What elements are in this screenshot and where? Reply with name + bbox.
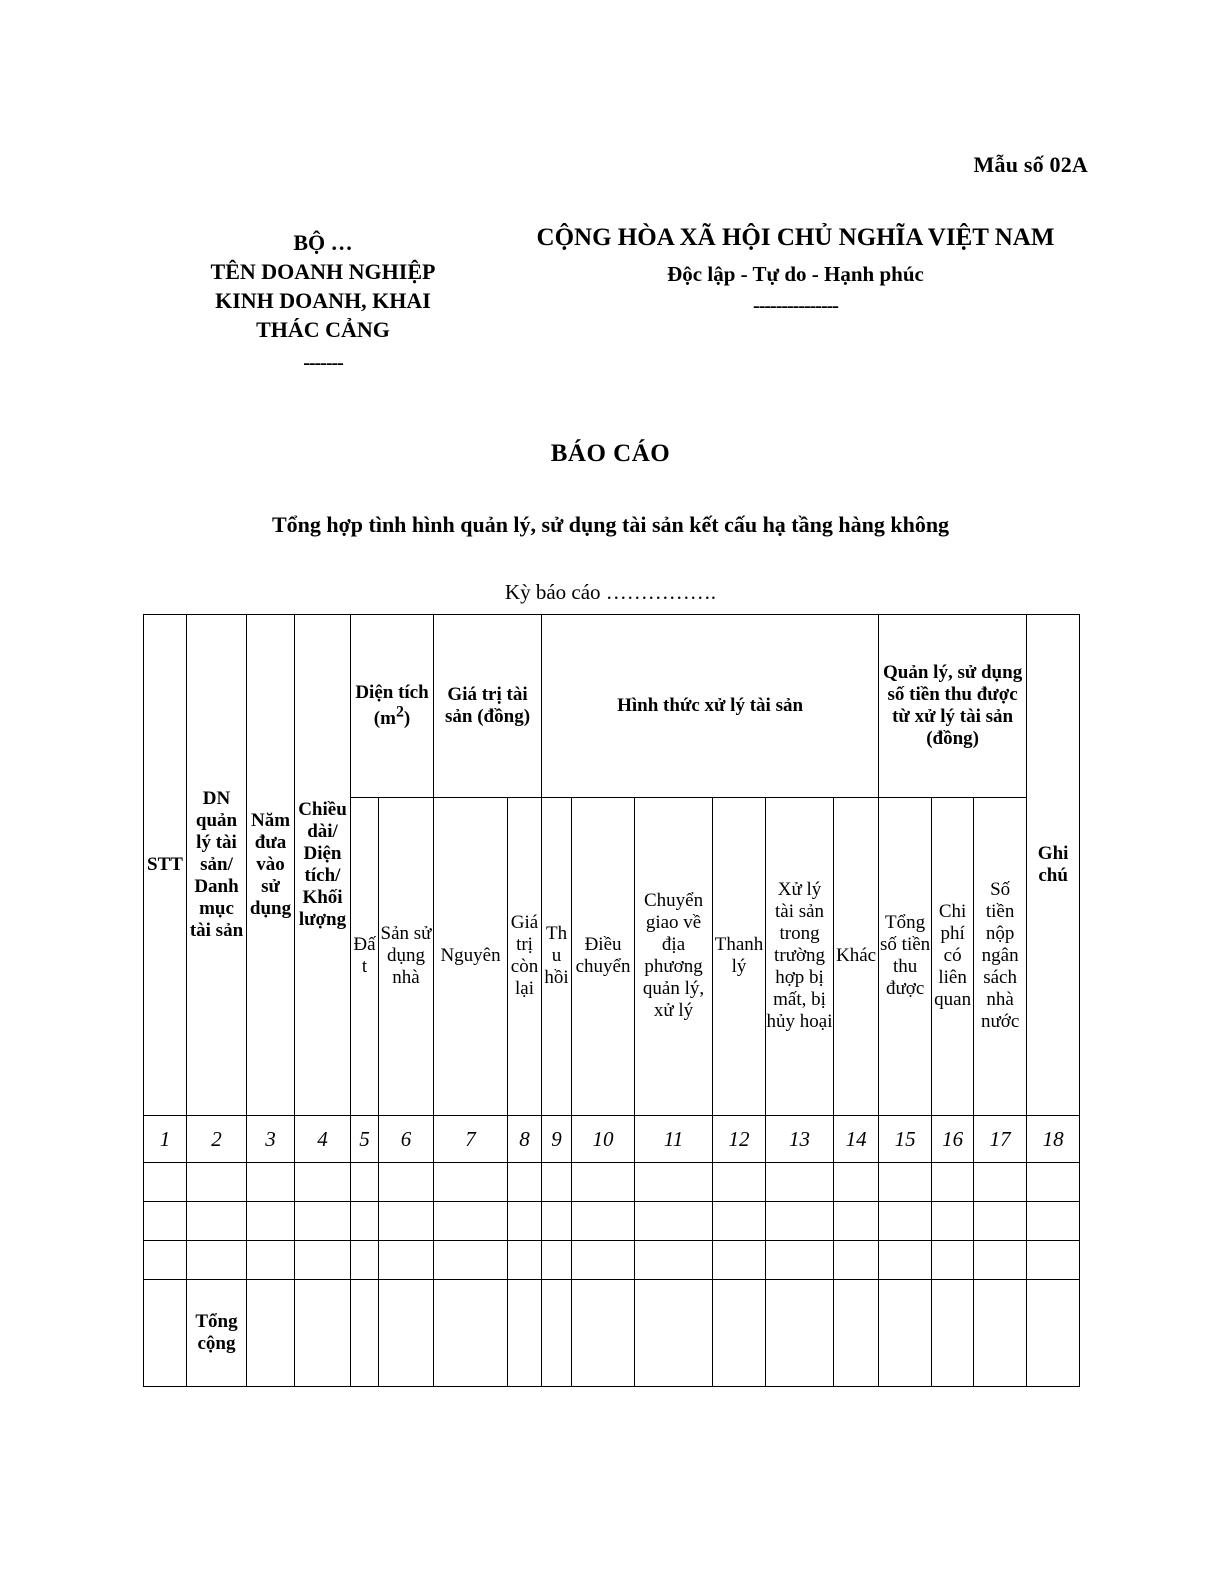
column-number-cell: 18 xyxy=(1027,1116,1080,1163)
ministry-label: BỘ … xyxy=(293,230,353,255)
data-cell[interactable] xyxy=(635,1163,713,1202)
column-number-cell: 3 xyxy=(247,1116,295,1163)
column-number-cell: 9 xyxy=(542,1116,572,1163)
col-header-xu-ly-bi-mat-huy-hoai: Xử lý tài sản trong trường hợp bị mất, bị hủy hoại xyxy=(766,797,834,1115)
data-cell[interactable] xyxy=(766,1241,834,1280)
data-cell[interactable] xyxy=(379,1163,434,1202)
letterhead xyxy=(143,222,1078,377)
column-number-row xyxy=(144,1116,1080,1163)
report-table-wrapper xyxy=(143,614,1079,1387)
reporting-period: Kỳ báo cáo ……………. xyxy=(504,580,717,604)
column-number-cell: 13 xyxy=(766,1116,834,1163)
data-cell[interactable] xyxy=(766,1202,834,1241)
col-header-gia-tri-con-lai: Giá trị còn lại xyxy=(508,797,542,1115)
total-row-label: Tổng cộng xyxy=(187,1280,247,1387)
table-row[interactable] xyxy=(144,1202,1080,1241)
data-cell[interactable] xyxy=(542,1163,572,1202)
report-table-body xyxy=(144,1116,1080,1387)
national-rule: --------------- xyxy=(753,295,838,318)
data-cell[interactable] xyxy=(1027,1241,1080,1280)
data-cell[interactable] xyxy=(144,1202,187,1241)
data-cell[interactable] xyxy=(144,1163,187,1202)
total-cell[interactable] xyxy=(295,1280,351,1387)
total-cell[interactable] xyxy=(713,1280,766,1387)
col-header-thu-hoi: Thu hồi xyxy=(542,797,572,1115)
data-cell[interactable] xyxy=(187,1163,247,1202)
column-number-cell: 7 xyxy=(434,1116,508,1163)
total-cell[interactable] xyxy=(247,1280,295,1387)
data-cell[interactable] xyxy=(834,1241,879,1280)
col-header-chuyen-giao-dia-phuong: Chuyển giao về địa phương quản lý, xử lý xyxy=(635,797,713,1115)
title-block xyxy=(143,440,1078,605)
data-cell[interactable] xyxy=(434,1241,508,1280)
total-cell[interactable] xyxy=(351,1280,379,1387)
data-cell[interactable] xyxy=(879,1163,932,1202)
col-header-so-tien-nop-ngan-sach: Số tiền nộp ngân sách nhà nước xyxy=(974,797,1027,1115)
total-row-stt-cell xyxy=(144,1280,187,1387)
column-number-cell: 6 xyxy=(379,1116,434,1163)
col-header-group-hinh-thuc-xu-ly: Hình thức xử lý tài sản xyxy=(542,615,879,798)
data-cell[interactable] xyxy=(834,1163,879,1202)
col-header-group-quan-ly-su-dung-tien: Quản lý, sử dụng số tiền thu được từ xử lý tài sản (đồng) xyxy=(879,615,1027,798)
total-cell[interactable] xyxy=(766,1280,834,1387)
data-cell[interactable] xyxy=(713,1202,766,1241)
total-cell[interactable] xyxy=(542,1280,572,1387)
total-cell[interactable] xyxy=(379,1280,434,1387)
data-cell[interactable] xyxy=(635,1241,713,1280)
letterhead-organization xyxy=(143,222,503,377)
data-cell[interactable] xyxy=(247,1202,295,1241)
column-number-cell: 16 xyxy=(932,1116,974,1163)
data-cell[interactable] xyxy=(351,1202,379,1241)
data-cell[interactable] xyxy=(974,1202,1027,1241)
total-cell[interactable] xyxy=(635,1280,713,1387)
column-number-cell: 10 xyxy=(572,1116,635,1163)
table-header-row-groups xyxy=(144,615,1080,798)
data-cell[interactable] xyxy=(351,1241,379,1280)
col-header-dieu-chuyen: Điều chuyển xyxy=(572,797,635,1115)
total-cell[interactable] xyxy=(834,1280,879,1387)
column-number-cell: 15 xyxy=(879,1116,932,1163)
table-total-row[interactable] xyxy=(144,1280,1080,1387)
col-header-san-su-dung-nha: Sản sử dụng nhà xyxy=(379,797,434,1115)
column-number-cell: 4 xyxy=(295,1116,351,1163)
organization-line-2: KINH DOANH, KHAI xyxy=(215,288,431,314)
col-header-chi-phi-co-lien-quan: Chi phí có liên quan xyxy=(932,797,974,1115)
country-name: CỘNG HÒA XÃ HỘI CHỦ NGHĨA VIỆT NAM xyxy=(536,224,1055,251)
total-cell[interactable] xyxy=(508,1280,542,1387)
data-cell[interactable] xyxy=(144,1241,187,1280)
column-number-cell: 12 xyxy=(713,1116,766,1163)
data-cell[interactable] xyxy=(932,1241,974,1280)
col-header-tong-so-tien-thu-duoc: Tổng số tiền thu được xyxy=(879,797,932,1115)
data-cell[interactable] xyxy=(713,1241,766,1280)
data-cell[interactable] xyxy=(508,1163,542,1202)
data-cell[interactable] xyxy=(434,1163,508,1202)
column-number-cell: 14 xyxy=(834,1116,879,1163)
col-header-dat: Đất xyxy=(351,797,379,1115)
data-cell[interactable] xyxy=(879,1241,932,1280)
column-number-cell: 2 xyxy=(187,1116,247,1163)
data-cell[interactable] xyxy=(379,1202,434,1241)
data-cell[interactable] xyxy=(542,1241,572,1280)
data-cell[interactable] xyxy=(247,1241,295,1280)
data-cell[interactable] xyxy=(379,1241,434,1280)
page-subtitle: Tổng hợp tình hình quản lý, sử dụng tài sản kết cấu hạ tầng hàng không xyxy=(271,512,950,537)
data-cell[interactable] xyxy=(508,1241,542,1280)
data-cell[interactable] xyxy=(974,1241,1027,1280)
total-cell[interactable] xyxy=(879,1280,932,1387)
data-cell[interactable] xyxy=(932,1202,974,1241)
col-header-nam-dua-vao-su-dung: Năm đưa vào sử dụng xyxy=(247,615,295,1116)
col-header-dn-quan-ly: DN quản lý tài sản/ Danh mục tài sản xyxy=(187,615,247,1116)
column-number-cell: 17 xyxy=(974,1116,1027,1163)
data-cell[interactable] xyxy=(295,1241,351,1280)
report-table xyxy=(143,614,1080,1387)
table-row[interactable] xyxy=(144,1241,1080,1280)
form-number: Mẫu số 02A xyxy=(973,152,1088,177)
data-cell[interactable] xyxy=(247,1163,295,1202)
col-header-ghi-chu: Ghi chú xyxy=(1027,615,1080,1116)
data-cell[interactable] xyxy=(542,1202,572,1241)
data-cell[interactable] xyxy=(508,1202,542,1241)
total-cell[interactable] xyxy=(974,1280,1027,1387)
col-header-nguyen: Nguyên xyxy=(434,797,508,1115)
data-cell[interactable] xyxy=(187,1241,247,1280)
col-header-khac: Khác xyxy=(834,797,879,1115)
data-cell[interactable] xyxy=(1027,1163,1080,1202)
col-header-group-gia-tri-tai-san: Giá trị tài sản (đồng) xyxy=(434,615,542,798)
organization-rule: ------- xyxy=(303,352,343,375)
data-cell[interactable] xyxy=(187,1202,247,1241)
total-cell[interactable] xyxy=(1027,1280,1080,1387)
data-cell[interactable] xyxy=(572,1202,635,1241)
column-number-cell: 11 xyxy=(635,1116,713,1163)
data-cell[interactable] xyxy=(572,1163,635,1202)
data-cell[interactable] xyxy=(879,1202,932,1241)
total-cell[interactable] xyxy=(932,1280,974,1387)
column-number-cell: 5 xyxy=(351,1116,379,1163)
page-title: BÁO CÁO xyxy=(550,440,671,467)
col-header-dien-tich-text: Diện tích $(m^2)$ xyxy=(355,681,429,730)
data-cell[interactable] xyxy=(351,1163,379,1202)
data-cell[interactable] xyxy=(295,1202,351,1241)
organization-line-3: THÁC CẢNG xyxy=(256,317,390,343)
data-cell[interactable] xyxy=(766,1163,834,1202)
data-cell[interactable] xyxy=(434,1202,508,1241)
total-cell[interactable] xyxy=(434,1280,508,1387)
col-header-thanh-ly: Thanh lý xyxy=(713,797,766,1115)
col-header-chieu-dai-dien-tich-khoi-luong: Chiều dài/ Diện tích/ Khối lượng xyxy=(295,615,351,1116)
data-cell[interactable] xyxy=(932,1163,974,1202)
total-cell[interactable] xyxy=(572,1280,635,1387)
data-cell[interactable] xyxy=(295,1163,351,1202)
data-cell[interactable] xyxy=(834,1202,879,1241)
data-cell[interactable] xyxy=(713,1163,766,1202)
column-number-cell: 1 xyxy=(144,1116,187,1163)
data-cell[interactable] xyxy=(635,1202,713,1241)
data-cell[interactable] xyxy=(1027,1202,1080,1241)
col-header-group-dien-tich xyxy=(351,615,434,798)
data-cell[interactable] xyxy=(572,1241,635,1280)
column-number-cell: 8 xyxy=(508,1116,542,1163)
letterhead-national xyxy=(503,222,1078,318)
organization-line-1: TÊN DOANH NGHIỆP xyxy=(210,259,436,285)
national-motto: Độc lập - Tự do - Hạnh phúc xyxy=(667,262,924,287)
table-row[interactable] xyxy=(144,1163,1080,1202)
col-header-stt: STT xyxy=(144,615,187,1116)
data-cell[interactable] xyxy=(974,1163,1027,1202)
